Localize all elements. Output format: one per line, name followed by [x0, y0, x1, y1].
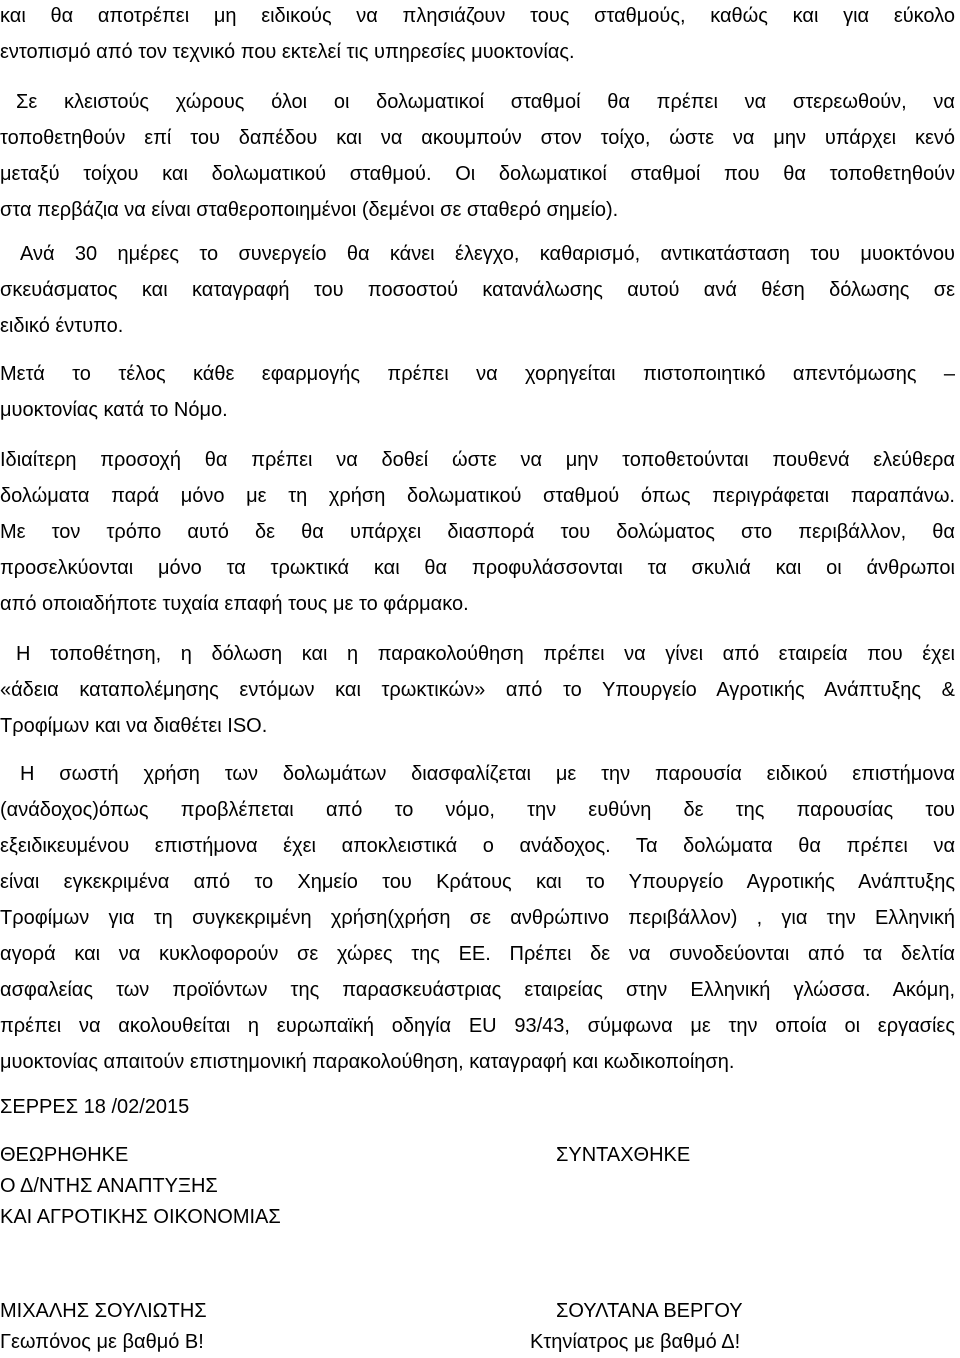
text-line: ασφαλείας των προϊόντων της παρασκευάστριας εταιρείας στην Ελληνική γλώσσα. Ακόμη,	[0, 979, 955, 1001]
text-line: ειδικό έντυπο.	[0, 315, 124, 337]
left-sign-line3: ΚΑΙ ΑΓΡΟΤΙΚΗΣ ΟΙΚΟΝΟΜΙΑΣ	[0, 1206, 281, 1228]
text-line: στα περβάζια να είναι σταθεροποιημένοι (δεμένοι σε σταθερό σημείο).	[0, 199, 619, 221]
left-sign-line1: ΘΕΩΡΗΘΗΚΕ	[0, 1144, 129, 1166]
text-line: δολώματα παρά μόνο με τη χρήση δολωματικού σταθμού όπως περιγράφεται παραπάνω.	[0, 485, 955, 507]
text-line: σκευάσματος και καταγραφή του ποσοστού κατανάλωσης αυτού ανά θέση δόλωσης σε	[0, 279, 955, 301]
text-line: Η τοποθέτηση, η δόλωση και η παρακολούθηση πρέπει να γίνει από εταιρεία που έχει	[16, 643, 955, 665]
right-sign-line1: ΣΥΝΤΑΧΘΗΚΕ	[556, 1144, 691, 1166]
paragraph-bait-caution	[0, 442, 955, 622]
paragraph-continuation	[0, 0, 955, 70]
text-line: εντοπισμό από τον τεχνικό που εκτελεί τις υπηρεσίες μυοκτονίας.	[0, 41, 575, 63]
text-line: εξειδικευμένου επιστήμονα έχει αποκλειστικά ο ανάδοχος. Τα δολώματα θα πρέπει να	[0, 835, 955, 857]
paragraph-bait-use	[0, 756, 955, 1080]
text-line: και θα αποτρέπει μη ειδικούς να πλησιάζουν τους σταθμούς, καθώς και για εύκολο	[0, 5, 955, 27]
text-line: Τροφίμων και να διαθέτει ISO.	[0, 715, 268, 737]
paragraph-closed-spaces	[0, 84, 955, 228]
text-line: από οποιαδήποτε τυχαία επαφή τους με το φάρμακο.	[0, 593, 469, 615]
text-line: Με τον τρόπο αυτό δε θα υπάρχει διασπορά του δολώματος στο περιβάλλον, θα	[0, 521, 955, 543]
right-signer-title: Κτηνίατρος με βαθμό Δ!	[530, 1331, 741, 1353]
text-line: πρέπει να ακολουθείται η ευρωπαϊκή οδηγία EU 93/43, σύμφωνα με την οποία οι εργασίες	[0, 1015, 955, 1037]
text-line: μυοκτονίας κατά το Νόμο.	[0, 399, 228, 421]
text-line: Ανά 30 ημέρες το συνεργείο θα κάνει έλεγχο, καθαρισμό, αντικατάσταση του μυοκτόνου	[20, 243, 955, 265]
text-line: (ανάδοχος)όπως προβλέπεται από το νόμο, την ευθύνη δε της παρουσίας του	[0, 799, 955, 821]
text-line: Ιδιαίτερη προσοχή θα πρέπει να δοθεί ώστε να μην τοποθετούνται πουθενά ελεύθερα	[0, 449, 955, 471]
text-line: αγορά και να κυκλοφορούν σε χώρες της ΕΕ. Πρέπει δε να συνοδεύονται από τα δελτία	[0, 943, 955, 965]
text-line: «άδεια καταπολέμησης εντόμων και τρωκτικών» από το Υπουργείο Αγροτικής Ανάπτυξης &	[0, 679, 955, 701]
paragraph-license	[0, 636, 955, 744]
text-line: Σε κλειστούς χώρους όλοι οι δολωματικοί σταθμοί θα πρέπει να στερεωθούν, να	[16, 91, 955, 113]
text-line: μεταξύ τοίχου και δολωματικού σταθμού. Οι δολωματικοί σταθμοί που θα τοποθετηθούν	[0, 163, 955, 185]
text-line: Η σωστή χρήση των δολωμάτων διασφαλίζεται με την παρουσία ειδικού επιστήμονα	[20, 763, 955, 785]
text-line: τοποθετηθούν επί του δαπέδου και να ακουμπούν στον τοίχο, ώστε να μην υπάρχει κενό	[0, 127, 955, 149]
right-signer-name: ΣΟΥΛΤΑΝΑ ΒΕΡΓΟΥ	[556, 1300, 743, 1322]
left-signer-name: ΜΙΧΑΛΗΣ ΣΟΥΛΙΩΤΗΣ	[0, 1300, 207, 1322]
text-line: Τροφίμων για τη συγκεκριμένη χρήση(χρήση σε ανθρώπινο περιβάλλον) , για την Ελληνική	[0, 907, 955, 929]
paragraph-inspection	[0, 236, 955, 344]
text-line: προσελκύονται μόνο τα τρωκτικά και θα προφυλάσσονται τα σκυλιά και οι άνθρωποι	[0, 557, 955, 579]
left-sign-line2: Ο Δ/ΝΤΗΣ ΑΝΑΠΤΥΞΗΣ	[0, 1175, 218, 1197]
text-line: Μετά το τέλος κάθε εφαρμογής πρέπει να χορηγείται πιστοποιητικό απεντόμωσης –	[0, 363, 955, 385]
date-line: ΣΕΡΡΕΣ 18 /02/2015	[0, 1096, 190, 1118]
paragraph-certificate	[0, 356, 955, 428]
text-line: μυοκτονίας απαιτούν επιστημονική παρακολούθηση, καταγραφή και κωδικοποίηση.	[0, 1051, 735, 1073]
left-signer-title: Γεωπόνος με βαθμό Β!	[0, 1331, 204, 1353]
text-line: είναι εγκεκριμένα από το Χημείο του Κράτους και το Υπουργείο Αγροτικής Ανάπτυξης	[0, 871, 955, 893]
